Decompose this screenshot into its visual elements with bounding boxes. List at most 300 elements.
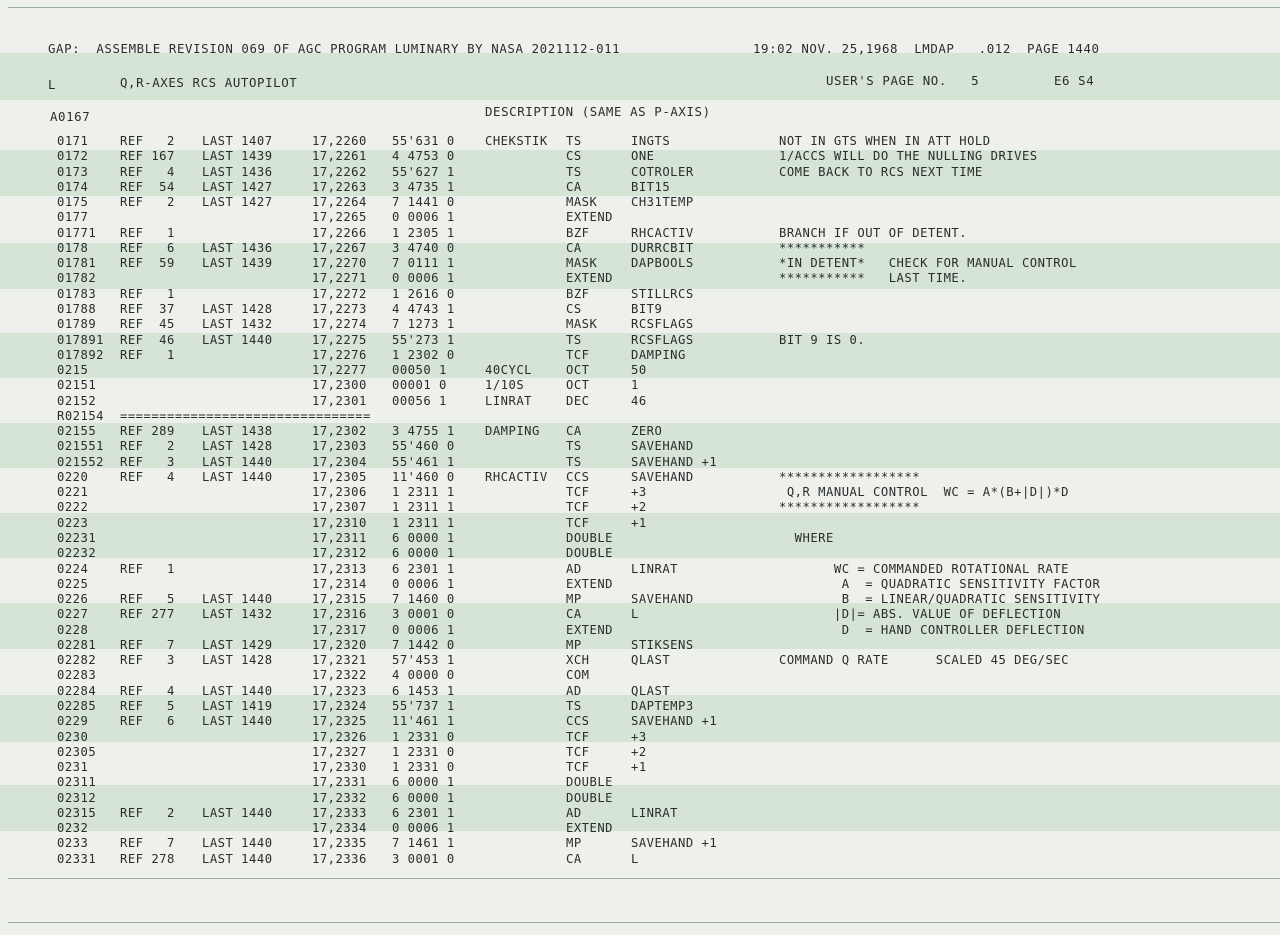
location: 021551 <box>57 439 105 454</box>
listing-row <box>0 333 1280 348</box>
location: 02231 <box>57 531 97 546</box>
operand: BIT15 <box>631 179 671 194</box>
operand: STILLRCS <box>631 286 694 301</box>
last-reference: LAST 1427 <box>202 179 273 194</box>
location: 0172 <box>57 149 89 164</box>
opcode: DEC <box>566 393 590 408</box>
opcode: CA <box>566 240 582 255</box>
address: 17,2271 <box>312 271 367 286</box>
opcode: MASK <box>566 256 598 271</box>
location: R02154 <box>57 408 105 423</box>
octal-word: 55'627 1 <box>392 164 455 179</box>
label: DAMPING <box>485 424 540 439</box>
address: 17,2264 <box>312 195 367 210</box>
address: 17,2324 <box>312 698 367 713</box>
label: LINRAT <box>485 393 533 408</box>
location: 0171 <box>57 134 89 148</box>
octal-word: 55'631 0 <box>392 134 455 148</box>
opcode: TCF <box>566 515 590 530</box>
last-reference: LAST 1440 <box>202 469 273 484</box>
opcode: XCH <box>566 653 590 668</box>
operand: QLAST <box>631 683 671 698</box>
operand: SAVEHAND +1 <box>631 836 718 851</box>
reference: REF 2 <box>120 134 175 148</box>
address: 17,2326 <box>312 729 367 744</box>
octal-word: 6 1453 1 <box>392 683 455 698</box>
listing-row <box>0 378 1280 393</box>
location: 0227 <box>57 607 89 622</box>
address: 17,2315 <box>312 592 367 607</box>
operand: RHCACTIV <box>631 225 694 240</box>
address: 17,2312 <box>312 546 367 561</box>
comment: BIT 9 IS 0. <box>779 332 866 347</box>
octal-word: 6 0000 1 <box>392 775 455 790</box>
location: 0173 <box>57 164 89 179</box>
location: 02315 <box>57 805 97 820</box>
octal-word: 1 2311 1 <box>392 500 455 515</box>
last-reference: LAST 1440 <box>202 836 273 851</box>
opcode: MASK <box>566 317 598 332</box>
last-reference: LAST 1439 <box>202 256 273 271</box>
address: 17,2303 <box>312 439 367 454</box>
comment: WC = COMMANDED ROTATIONAL RATE <box>779 561 1069 576</box>
octal-word: 55'273 1 <box>392 332 455 347</box>
listing-row <box>0 668 1280 683</box>
reference: REF 4 <box>120 469 175 484</box>
octal-word: 1 2616 0 <box>392 286 455 301</box>
address: 17,2335 <box>312 836 367 851</box>
octal-word: 00056 1 <box>392 393 447 408</box>
address: 17,2336 <box>312 851 367 866</box>
reference: REF 5 <box>120 698 175 713</box>
listing-title: GAP: ASSEMBLE REVISION 069 OF AGC PROGRAM LUMINARY BY NASA 2021112-011 <box>48 41 621 56</box>
location: 0220 <box>57 469 89 484</box>
address: 17,2307 <box>312 500 367 515</box>
octal-word: 55'461 1 <box>392 454 455 469</box>
octal-word: 7 1441 0 <box>392 195 455 210</box>
reference: REF 2 <box>120 195 175 210</box>
listing-row <box>0 546 1280 561</box>
reference: REF 4 <box>120 164 175 179</box>
opcode: COM <box>566 668 590 683</box>
octal-word: 1 2311 1 <box>392 515 455 530</box>
octal-word: 6 2301 1 <box>392 805 455 820</box>
octal-word: 7 1273 1 <box>392 317 455 332</box>
octal-word: 1 2331 0 <box>392 760 455 775</box>
opcode: CS <box>566 149 582 164</box>
listing-row <box>0 149 1280 164</box>
operand: +3 <box>631 729 647 744</box>
opcode: BZF <box>566 225 590 240</box>
address: 17,2311 <box>312 531 367 546</box>
last-reference: LAST 1428 <box>202 653 273 668</box>
operand: 46 <box>631 393 647 408</box>
reference: REF 5 <box>120 592 175 607</box>
opcode: CCS <box>566 469 590 484</box>
octal-word: 7 1461 1 <box>392 836 455 851</box>
location: 02331 <box>57 851 97 866</box>
address: 17,2305 <box>312 469 367 484</box>
label: RHCACTIV <box>485 469 548 484</box>
location: 017892 <box>57 347 105 362</box>
listing-row <box>0 607 1280 622</box>
location: 02281 <box>57 637 97 652</box>
location: 0174 <box>57 179 89 194</box>
operand: +3 <box>631 485 647 500</box>
octal-word: 1 2331 0 <box>392 744 455 759</box>
operand: SAVEHAND <box>631 592 694 607</box>
reference: REF 7 <box>120 836 175 851</box>
listing-row <box>0 485 1280 500</box>
octal-word: 1 2305 1 <box>392 225 455 240</box>
location: 01783 <box>57 286 97 301</box>
comment: NOT IN GTS WHEN IN ATT HOLD <box>779 134 991 148</box>
address: 17,2274 <box>312 317 367 332</box>
address: 17,2302 <box>312 424 367 439</box>
location: 01788 <box>57 301 97 316</box>
address: 17,2260 <box>312 134 367 148</box>
reference: REF 289 <box>120 424 175 439</box>
reference: REF 278 <box>120 851 175 866</box>
operand: INGTS <box>631 134 671 148</box>
opcode: AD <box>566 683 582 698</box>
operand: COTROLER <box>631 164 694 179</box>
label: CHEKSTIK <box>485 134 548 148</box>
location: 01782 <box>57 271 97 286</box>
listing-row <box>0 424 1280 439</box>
opcode: TS <box>566 698 582 713</box>
opcode: TCF <box>566 485 590 500</box>
octal-word: 55'460 0 <box>392 439 455 454</box>
location: 0224 <box>57 561 89 576</box>
last-reference: LAST 1419 <box>202 698 273 713</box>
listing-row <box>0 653 1280 668</box>
opcode: TCF <box>566 744 590 759</box>
reference: REF 2 <box>120 439 175 454</box>
users-page-number: USER'S PAGE NO. 5 <box>826 73 980 88</box>
listing-row <box>0 302 1280 317</box>
operand: SAVEHAND +1 <box>631 454 718 469</box>
last-reference: LAST 1428 <box>202 439 273 454</box>
comment: A = QUADRATIC SENSITIVITY FACTOR <box>779 576 1101 591</box>
operand: STIKSENS <box>631 637 694 652</box>
reference: REF 277 <box>120 607 175 622</box>
opcode: TCF <box>566 347 590 362</box>
listing-row <box>0 348 1280 363</box>
operand: 50 <box>631 363 647 378</box>
listing-row <box>0 439 1280 454</box>
comment: D = HAND CONTROLLER DEFLECTION <box>779 622 1085 637</box>
address: 17,2332 <box>312 790 367 805</box>
opcode: CA <box>566 607 582 622</box>
address: 17,2273 <box>312 301 367 316</box>
label: 40CYCL <box>485 363 533 378</box>
octal-word: 11'461 1 <box>392 714 455 729</box>
reference: REF 7 <box>120 637 175 652</box>
listing-row <box>0 210 1280 225</box>
address: 17,2262 <box>312 164 367 179</box>
octal-word: 00050 1 <box>392 363 447 378</box>
location: 01781 <box>57 256 97 271</box>
paper-rule <box>8 878 1280 879</box>
location: 01789 <box>57 317 97 332</box>
address: 17,2331 <box>312 775 367 790</box>
reference: REF 46 <box>120 332 175 347</box>
location: 02152 <box>57 393 97 408</box>
octal-word: 3 4755 1 <box>392 424 455 439</box>
location: 021552 <box>57 454 105 469</box>
listing-row <box>0 577 1280 592</box>
address: 17,2313 <box>312 561 367 576</box>
comment: |D|= ABS. VALUE OF DEFLECTION <box>779 607 1062 622</box>
comment: ****************** <box>779 500 921 515</box>
listing-row <box>0 592 1280 607</box>
location: 02232 <box>57 546 97 561</box>
operand: SAVEHAND <box>631 439 694 454</box>
operand: DAPTEMP3 <box>631 698 694 713</box>
last-reference: LAST 1432 <box>202 317 273 332</box>
octal-word: 4 4743 1 <box>392 301 455 316</box>
location: 02312 <box>57 790 97 805</box>
opcode: EXTEND <box>566 210 614 225</box>
operand: RCSFLAGS <box>631 317 694 332</box>
reference: REF 3 <box>120 653 175 668</box>
opcode: AD <box>566 805 582 820</box>
opcode: DOUBLE <box>566 775 614 790</box>
opcode: TS <box>566 164 582 179</box>
location: 0225 <box>57 576 89 591</box>
opcode: OCT <box>566 378 590 393</box>
location: 0231 <box>57 760 89 775</box>
opcode: MP <box>566 592 582 607</box>
opcode: OCT <box>566 363 590 378</box>
opcode: EXTEND <box>566 622 614 637</box>
last-reference: LAST 1436 <box>202 164 273 179</box>
comment: *********** LAST TIME. <box>779 271 968 286</box>
paper-rule <box>8 7 1280 8</box>
opcode: EXTEND <box>566 576 614 591</box>
last-reference: LAST 1440 <box>202 805 273 820</box>
address: 17,2323 <box>312 683 367 698</box>
last-reference: LAST 1439 <box>202 149 273 164</box>
comment: 1/ACCS WILL DO THE NULLING DRIVES <box>779 149 1038 164</box>
octal-word: 57'453 1 <box>392 653 455 668</box>
opcode: TS <box>566 134 582 148</box>
octal-word: 4 0000 0 <box>392 668 455 683</box>
comment: B = LINEAR/QUADRATIC SENSITIVITY <box>779 592 1101 607</box>
address: 17,2300 <box>312 378 367 393</box>
listing-row <box>0 516 1280 531</box>
address: 17,2316 <box>312 607 367 622</box>
location: 0230 <box>57 729 89 744</box>
reference: REF 2 <box>120 805 175 820</box>
reference: REF 37 <box>120 301 175 316</box>
octal-word: 00001 0 <box>392 378 447 393</box>
operand: ZERO <box>631 424 663 439</box>
operand: +1 <box>631 515 647 530</box>
last-reference: LAST 1440 <box>202 851 273 866</box>
opcode: BZF <box>566 286 590 301</box>
last-reference: LAST 1407 <box>202 134 273 148</box>
last-reference: LAST 1438 <box>202 424 273 439</box>
opcode: AD <box>566 561 582 576</box>
last-reference: LAST 1440 <box>202 332 273 347</box>
listing-row <box>0 562 1280 577</box>
address: 17,2325 <box>312 714 367 729</box>
listing-row <box>0 745 1280 760</box>
location: 02283 <box>57 668 97 683</box>
octal-word: 0 0006 1 <box>392 271 455 286</box>
octal-word: 4 4753 0 <box>392 149 455 164</box>
octal-word: 3 0001 0 <box>392 851 455 866</box>
section-title: Q,R-AXES RCS AUTOPILOT <box>120 75 298 90</box>
opcode: TCF <box>566 760 590 775</box>
address: 17,2270 <box>312 256 367 271</box>
listing-row <box>0 730 1280 745</box>
opcode: DOUBLE <box>566 546 614 561</box>
opcode: TCF <box>566 500 590 515</box>
listing-timestamp-page: 19:02 NOV. 25,1968 LMDAP .012 PAGE 1440 <box>753 41 1100 56</box>
reference: REF 3 <box>120 454 175 469</box>
address: 17,2321 <box>312 653 367 668</box>
address: 17,2275 <box>312 332 367 347</box>
operand: 1 <box>631 378 639 393</box>
listing-row <box>0 226 1280 241</box>
location: 02282 <box>57 653 97 668</box>
reference: REF 45 <box>120 317 175 332</box>
location: 0233 <box>57 836 89 851</box>
last-reference: LAST 1432 <box>202 607 273 622</box>
address: 17,2333 <box>312 805 367 820</box>
listing-row <box>0 256 1280 271</box>
listing-row <box>0 821 1280 836</box>
comment: BRANCH IF OUT OF DETENT. <box>779 225 968 240</box>
listing-row <box>0 500 1280 515</box>
address: 17,2330 <box>312 760 367 775</box>
reference: REF 6 <box>120 240 175 255</box>
comment: Q,R MANUAL CONTROL WC = A*(B+|D|)*D <box>779 485 1069 500</box>
address: 17,2265 <box>312 210 367 225</box>
opcode: TCF <box>566 729 590 744</box>
address: 17,2327 <box>312 744 367 759</box>
opcode: EXTEND <box>566 821 614 836</box>
octal-word: 1 2331 0 <box>392 729 455 744</box>
opcode: MASK <box>566 195 598 210</box>
octal-word: 6 2301 1 <box>392 561 455 576</box>
comment: WHERE <box>779 531 834 546</box>
address: 17,2276 <box>312 347 367 362</box>
operand: SAVEHAND +1 <box>631 714 718 729</box>
address: 17,2266 <box>312 225 367 240</box>
operand: ONE <box>631 149 655 164</box>
listing-row <box>0 317 1280 332</box>
octal-word: 3 4740 0 <box>392 240 455 255</box>
listing-row <box>0 760 1280 775</box>
octal-word: 0 0006 1 <box>392 622 455 637</box>
address: 17,2272 <box>312 286 367 301</box>
location: 0175 <box>57 195 89 210</box>
last-reference: LAST 1440 <box>202 683 273 698</box>
location: 02285 <box>57 698 97 713</box>
location: 0221 <box>57 485 89 500</box>
listing-row <box>0 470 1280 485</box>
comment: COME BACK TO RCS NEXT TIME <box>779 164 983 179</box>
reference: REF 1 <box>120 225 175 240</box>
line-marker: L <box>48 77 57 92</box>
listing-row <box>0 195 1280 210</box>
comment: ****************** <box>779 469 921 484</box>
listing-row <box>0 241 1280 256</box>
octal-word: 6 0000 1 <box>392 546 455 561</box>
description-location: A0167 <box>50 109 91 124</box>
operand: QLAST <box>631 653 671 668</box>
listing-row <box>0 271 1280 286</box>
listing-row <box>0 165 1280 180</box>
octal-word: 0 0006 1 <box>392 576 455 591</box>
listing-row <box>0 409 1280 424</box>
reference: REF 167 <box>120 149 175 164</box>
listing-row <box>0 638 1280 653</box>
octal-word: 11'460 0 <box>392 469 455 484</box>
address: 17,2320 <box>312 637 367 652</box>
reference: ================================ <box>120 408 371 423</box>
opcode: TS <box>566 332 582 347</box>
address: 17,2267 <box>312 240 367 255</box>
opcode: CCS <box>566 714 590 729</box>
listing-row <box>0 684 1280 699</box>
octal-word: 1 2311 1 <box>392 485 455 500</box>
opcode: MP <box>566 836 582 851</box>
opcode: EXTEND <box>566 271 614 286</box>
operand: +1 <box>631 760 647 775</box>
address: 17,2304 <box>312 454 367 469</box>
address: 17,2310 <box>312 515 367 530</box>
operand: L <box>631 607 639 622</box>
operand: BIT9 <box>631 301 663 316</box>
opcode: CS <box>566 301 582 316</box>
listing-row <box>0 287 1280 302</box>
address: 17,2277 <box>312 363 367 378</box>
operand: LINRAT <box>631 561 679 576</box>
address: 17,2314 <box>312 576 367 591</box>
location: 017891 <box>57 332 105 347</box>
location: 0222 <box>57 500 89 515</box>
address: 17,2301 <box>312 393 367 408</box>
listing-row <box>0 836 1280 851</box>
listing-row <box>0 363 1280 378</box>
opcode: CA <box>566 179 582 194</box>
location: 0232 <box>57 821 89 836</box>
octal-word: 7 1442 0 <box>392 637 455 652</box>
location: 0228 <box>57 622 89 637</box>
location: 02305 <box>57 744 97 759</box>
listing-row <box>0 791 1280 806</box>
reference: REF 1 <box>120 561 175 576</box>
address: 17,2263 <box>312 179 367 194</box>
operand: RCSFLAGS <box>631 332 694 347</box>
octal-word: 55'737 1 <box>392 698 455 713</box>
location: 02311 <box>57 775 97 790</box>
listing-row <box>0 775 1280 790</box>
operand: DURRCBIT <box>631 240 694 255</box>
opcode: TS <box>566 454 582 469</box>
operand: DAMPING <box>631 347 686 362</box>
reference: REF 59 <box>120 256 175 271</box>
operand: +2 <box>631 744 647 759</box>
address: 17,2317 <box>312 622 367 637</box>
listing-row <box>0 134 1280 149</box>
location: 0178 <box>57 240 89 255</box>
